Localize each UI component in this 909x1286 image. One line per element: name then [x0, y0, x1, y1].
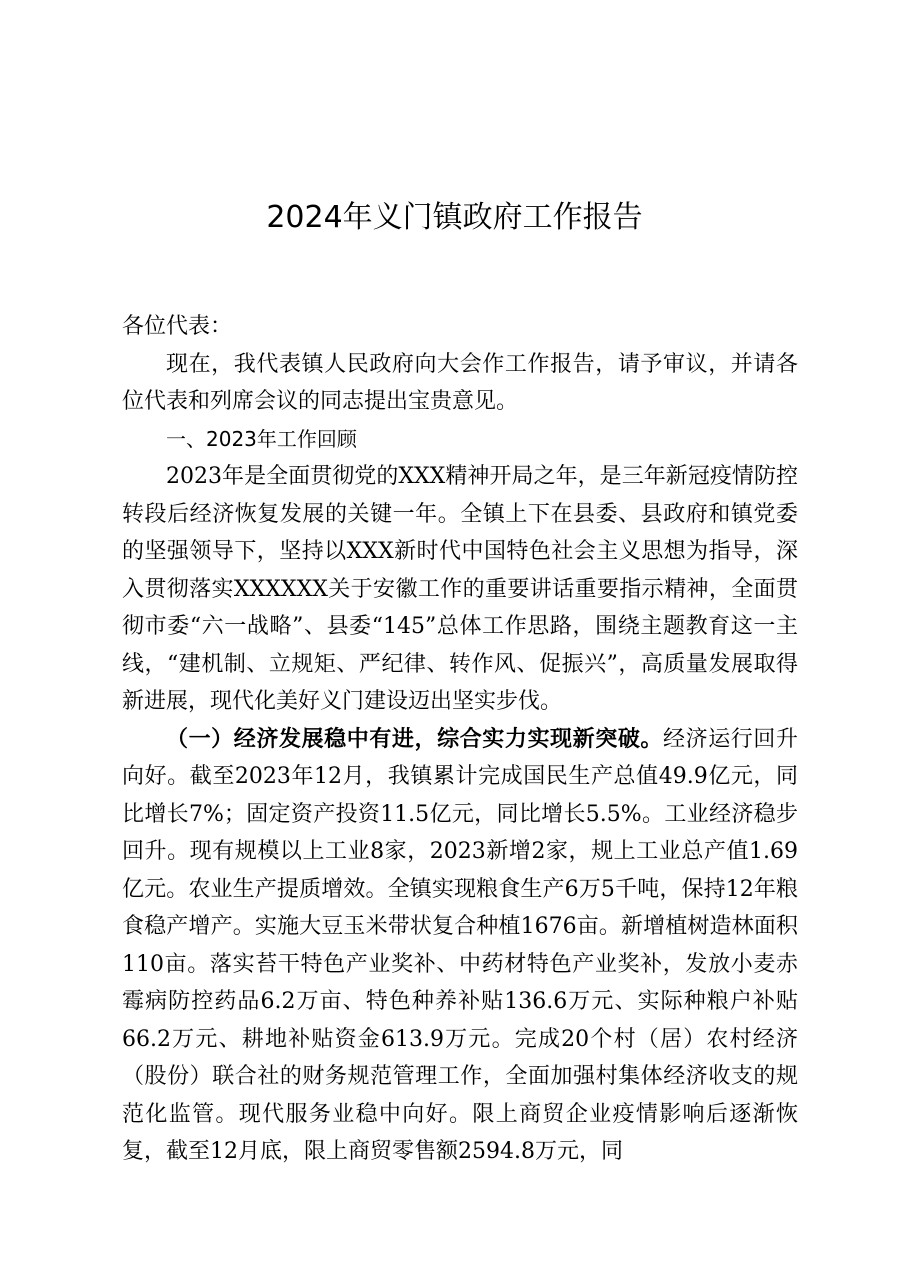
- salutation: 各位代表：: [122, 314, 233, 339]
- subsection-heading: （一）经济发展稳中有进，综合实力实现新突破。: [166, 725, 664, 752]
- section-heading: 一、2023年工作回顾: [166, 426, 357, 451]
- document-body: [122, 308, 798, 1171]
- subsection-text: 经济运行回升向好。截至2023年12月，我镇累计完成国民生产总值49.9亿元，同比增长7%；固定资产投资11.5亿元，同比增长5.5%。工业经济稳步回升。现有规模以上工业8家，2023新增2家，规上工业总产值1.69亿元。农业生产提质增效。全镇实现粮食生产6万5千吨，保持12年粮食稳产增产。实施大豆玉米带状复合种植1676亩。新增植树造林面积110亩。落实苔干特色产业奖补、中药材特色产业奖补，发放小麦赤霉病防控药品6.2万亩、特色种养补贴136.6万元、实际种粮户补贴66.2万元、耕地补贴资金613.9万元。完成20个村（居）农村经济（股份）联合社的财务规范管理工作，全面加强村集体经济收支的规范化监管。现代服务业稳中向好。限上商贸企业疫情影响后逐渐恢复，截至12月底，限上商贸零售额2594.8万元，同: [122, 726, 798, 1164]
- document-title: 2024年义门镇政府工作报告: [266, 200, 643, 235]
- subsection-paragraph: [122, 721, 798, 1171]
- body-paragraph: 2023年是全面贯彻党的XXX精神开局之年，是三年新冠疫情防控转段后经济恢复发展的关键一年。全镇上下在县委、县政府和镇党委的坚强领导下，坚持以XXX新时代中国特色社会主义思想为指导，深入贯彻落实XXXXXX关于安徽工作的重要讲话重要指示精神，全面贯彻市委“六一战略”、县委“145”总体工作思路，围绕主题教育这一主线，“建机制、立规矩、严纪律、转作风、促振兴”，高质量发展取得新进展，现代化美好义门建设迈出坚实步伐。: [122, 464, 798, 714]
- intro-paragraph: 现在，我代表镇人民政府向大会作工作报告，请予审议，并请各位代表和列席会议的同志提出宝贵意见。: [122, 351, 798, 414]
